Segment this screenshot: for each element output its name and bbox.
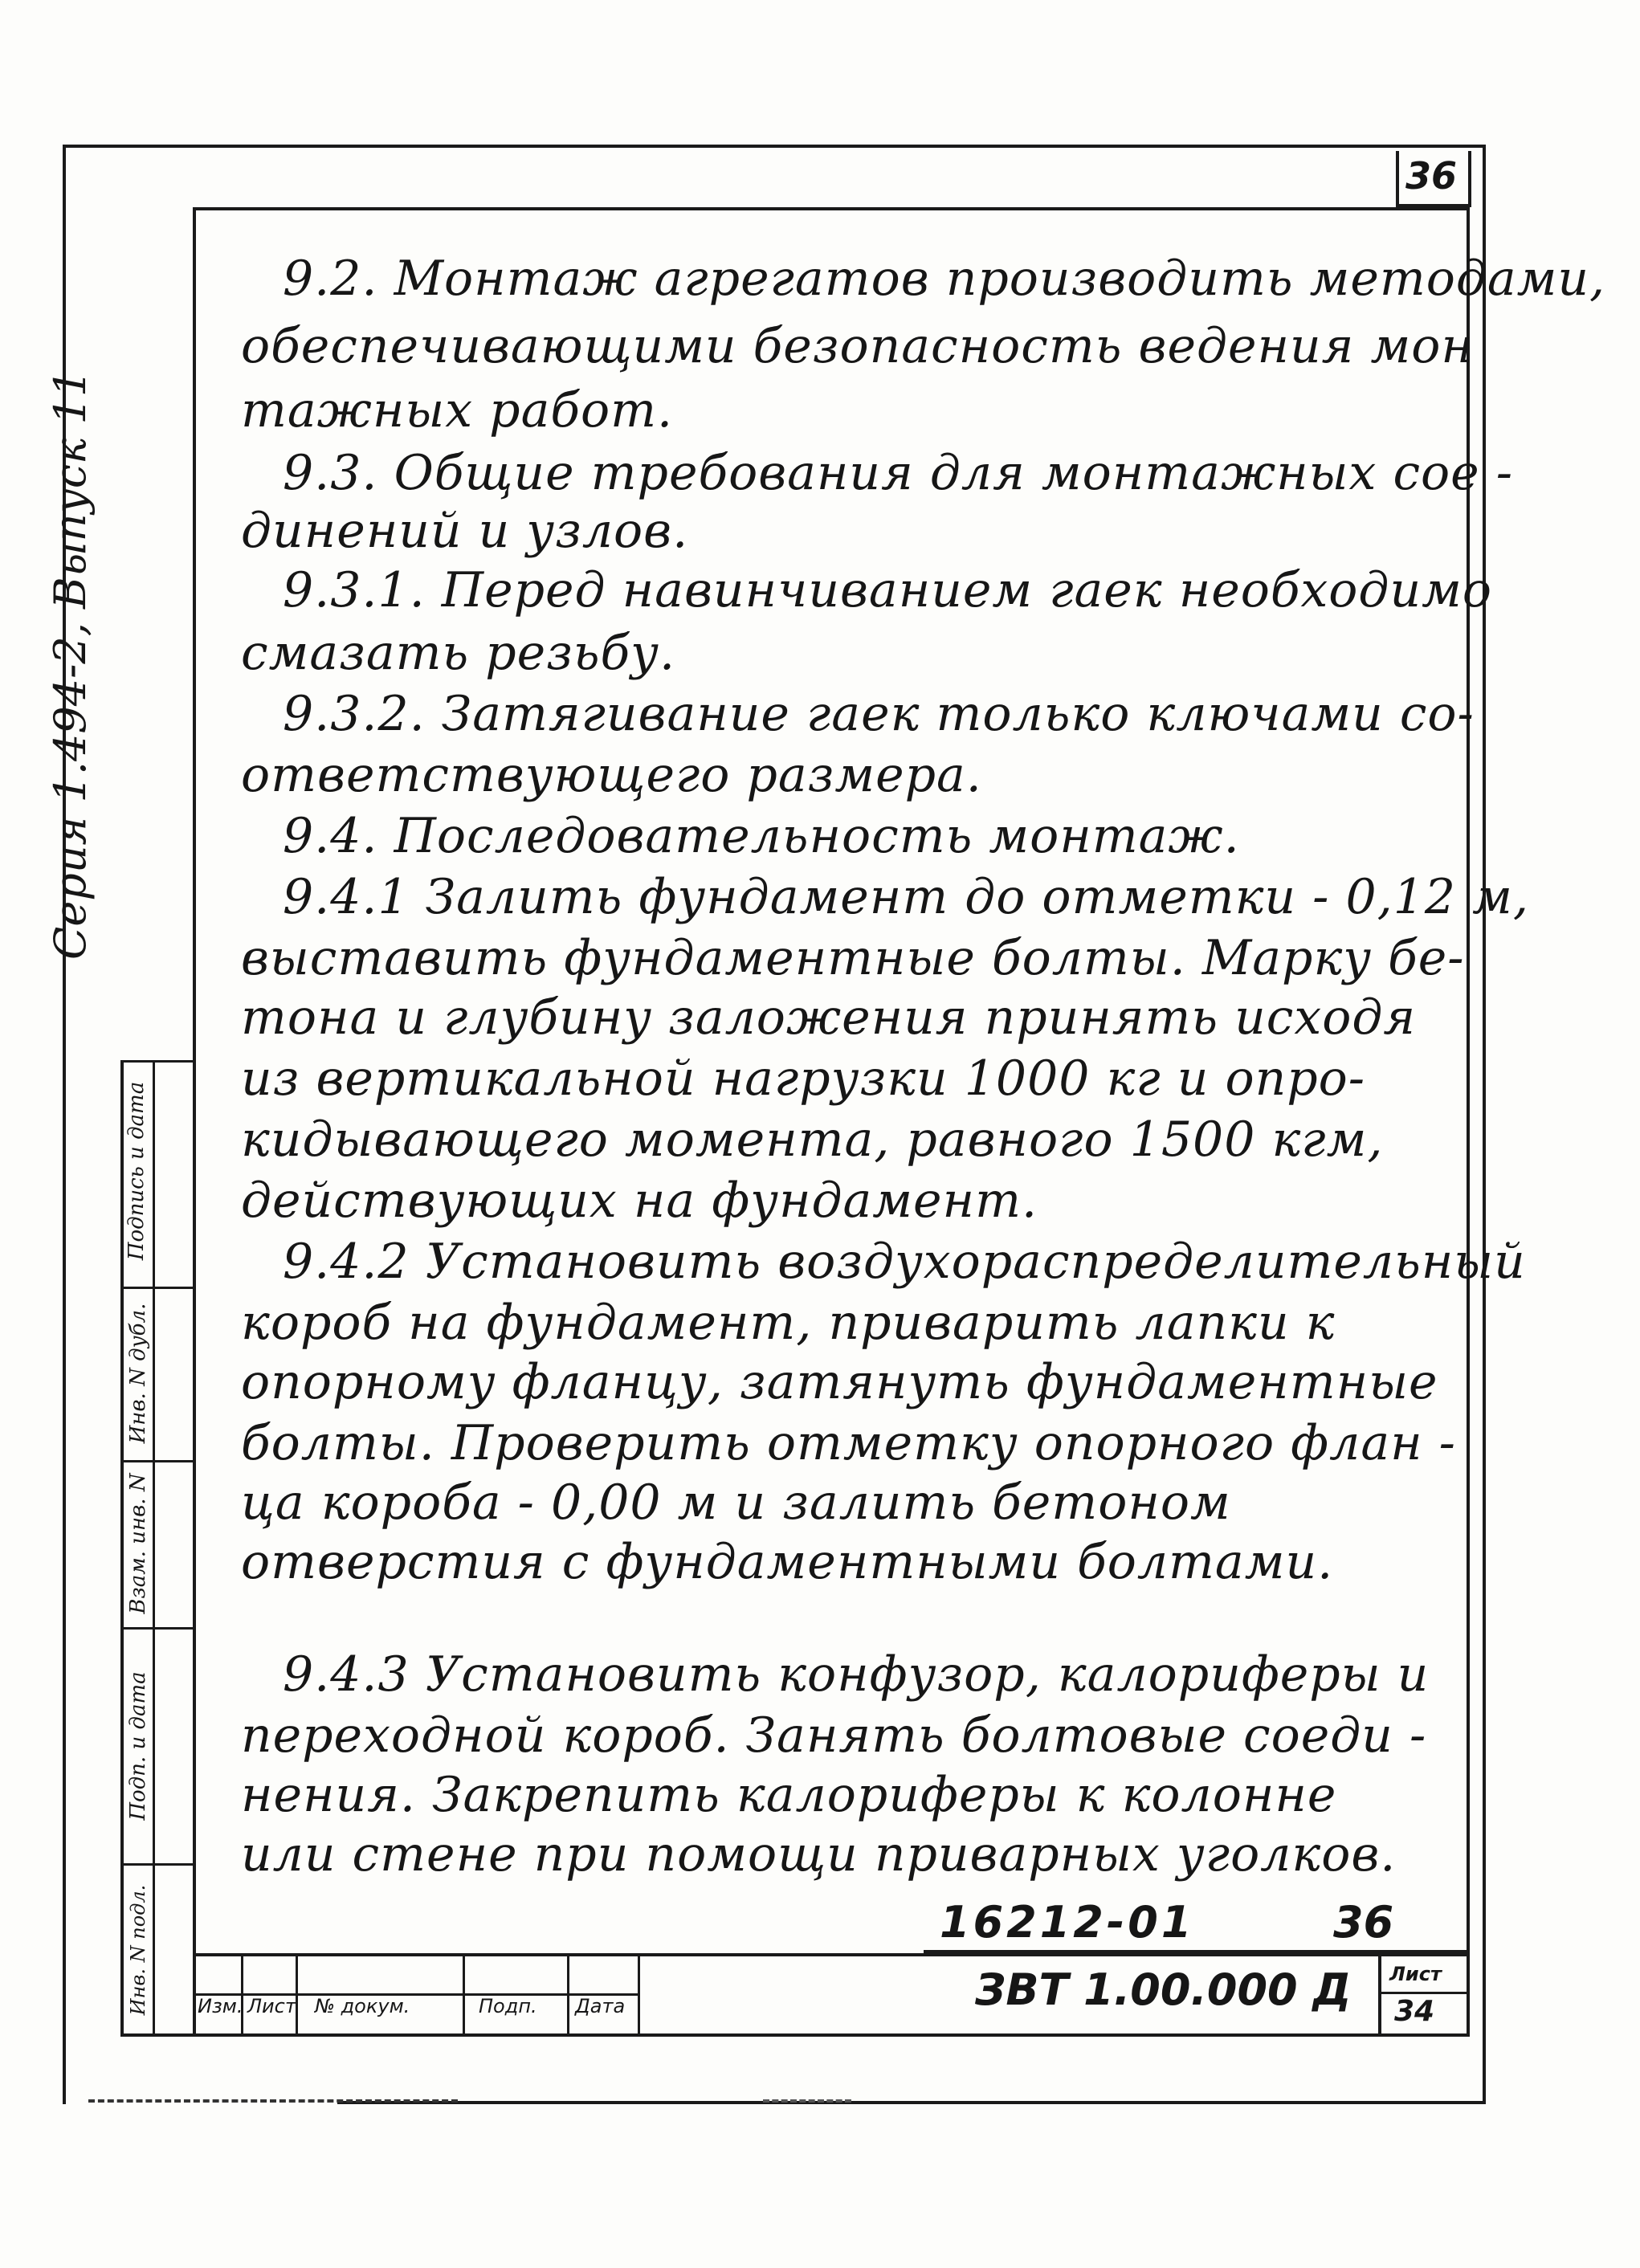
title-col-label-data: Дата [575, 1995, 626, 2017]
text-line-9: ответствующего размера. [241, 747, 982, 803]
left-stamp-sep4 [120, 1863, 194, 1866]
bottom-dashes-2 [763, 2099, 851, 2103]
text-line-8: 9.3.2. Затягивание гаек только ключами со- [283, 686, 1475, 742]
text-line-11: 9.4.1 Залить фундамент до отметки - 0,12 м, [283, 869, 1529, 925]
text-line-3: тажных работ. [241, 382, 674, 439]
text-line-26: или стене при помощи приварных уголков. [241, 1826, 1397, 1883]
title-sheet-value: 34 [1394, 1995, 1435, 2028]
title-col-2 [296, 1953, 298, 2035]
text-line-2: обеспечивающими безопасность ведения мон [241, 318, 1474, 374]
stamp-field-4: Подпись и дата [124, 1081, 149, 1261]
left-stamp-line-mid [153, 1060, 155, 2035]
inner-frame-bottom [120, 2033, 1470, 2037]
left-stamp-sep1 [120, 1287, 194, 1289]
text-line-6: 9.3.1. Перед навинчиванием гаек необходимо [283, 562, 1492, 618]
text-line-23: 9.4.3 Установить конфузор, калориферы и [283, 1646, 1430, 1703]
left-stamp-sep2 [120, 1460, 194, 1462]
title-col-label-podp: Подп. [479, 1995, 537, 2017]
inner-frame-left [193, 207, 196, 2037]
text-line-14: из вертикальной нагрузки 1000 кг и опро- [241, 1050, 1366, 1107]
title-col-3 [463, 1953, 465, 2035]
title-block-top [193, 1953, 1470, 1956]
bottom-dashes [88, 2099, 458, 2103]
text-line-10: 9.4. Последовательность монтаж. [283, 808, 1240, 864]
sheet-number-top: 36 [1405, 154, 1458, 198]
side-series-label: Серия 1.494-2, Выпуск 11 [45, 369, 96, 960]
text-line-13: тона и глубину заложения принять исходя [241, 989, 1417, 1046]
title-col-5 [638, 1953, 640, 2035]
inner-frame-top [193, 207, 1470, 210]
title-sheet-label: Лист [1389, 1963, 1442, 1985]
sheet-box-left [1378, 1953, 1381, 2035]
text-line-16: действующих на фундамент. [241, 1173, 1038, 1229]
stamp-field-0: Инв. N подл. [127, 1884, 149, 2016]
text-line-25: нения. Закрепить калориферы к колонне [241, 1767, 1337, 1823]
title-col-1 [241, 1953, 243, 2035]
text-line-5: динений и узлов. [241, 503, 689, 559]
title-col-label-list: Лист [247, 1995, 296, 2017]
document-code: ЗВТ 1.00.000 Д [975, 1964, 1352, 2015]
text-line-7: смазать резьбу. [241, 625, 676, 681]
text-line-4: 9.3. Общие требования для монтажных сое - [283, 445, 1514, 501]
text-line-1: 9.2. Монтаж агрегатов производить методами, [283, 251, 1606, 307]
text-line-24: переходной короб. Занять болтовые соеди - [241, 1707, 1427, 1764]
text-line-18: короб на фундамент, приварить лапки к [241, 1295, 1336, 1351]
stamp-field-2: Взам. инв. N [126, 1473, 150, 1614]
outer-frame-top [64, 145, 1486, 148]
text-line-21: ца короба - 0,00 м и залить бетоном [241, 1475, 1231, 1531]
archive-sheet: 36 [1333, 1897, 1394, 1948]
sheet-box-mid [1378, 1992, 1467, 1994]
outer-frame-bottom [337, 2101, 1486, 2104]
text-line-12: выставить фундаментные болты. Марку бе- [241, 930, 1465, 986]
outer-frame-right [1483, 145, 1486, 2104]
left-stamp-top [120, 1060, 194, 1063]
stamp-field-3: Инв. N дубл. [126, 1303, 150, 1444]
text-line-17: 9.4.2 Установить воздухораспределительный [283, 1234, 1526, 1290]
text-line-15: кидывающего момента, равного 1500 кгм, [241, 1112, 1384, 1168]
title-col-label-dokum: № докум. [315, 1995, 410, 2017]
title-col-label-izm: Изм. [198, 1995, 243, 2017]
title-col-4 [567, 1953, 569, 2035]
stamp-field-1: Подп. и дата [126, 1671, 150, 1821]
text-line-19: опорному фланцу, затянуть фундаментные [241, 1354, 1438, 1410]
left-stamp-sep3 [120, 1627, 194, 1630]
text-line-22: отверстия с фундаментными болтами. [241, 1534, 1334, 1590]
archive-number: 16212-01 [940, 1897, 1195, 1948]
text-line-20: болты. Проверить отметку опорного флан - [241, 1415, 1456, 1471]
